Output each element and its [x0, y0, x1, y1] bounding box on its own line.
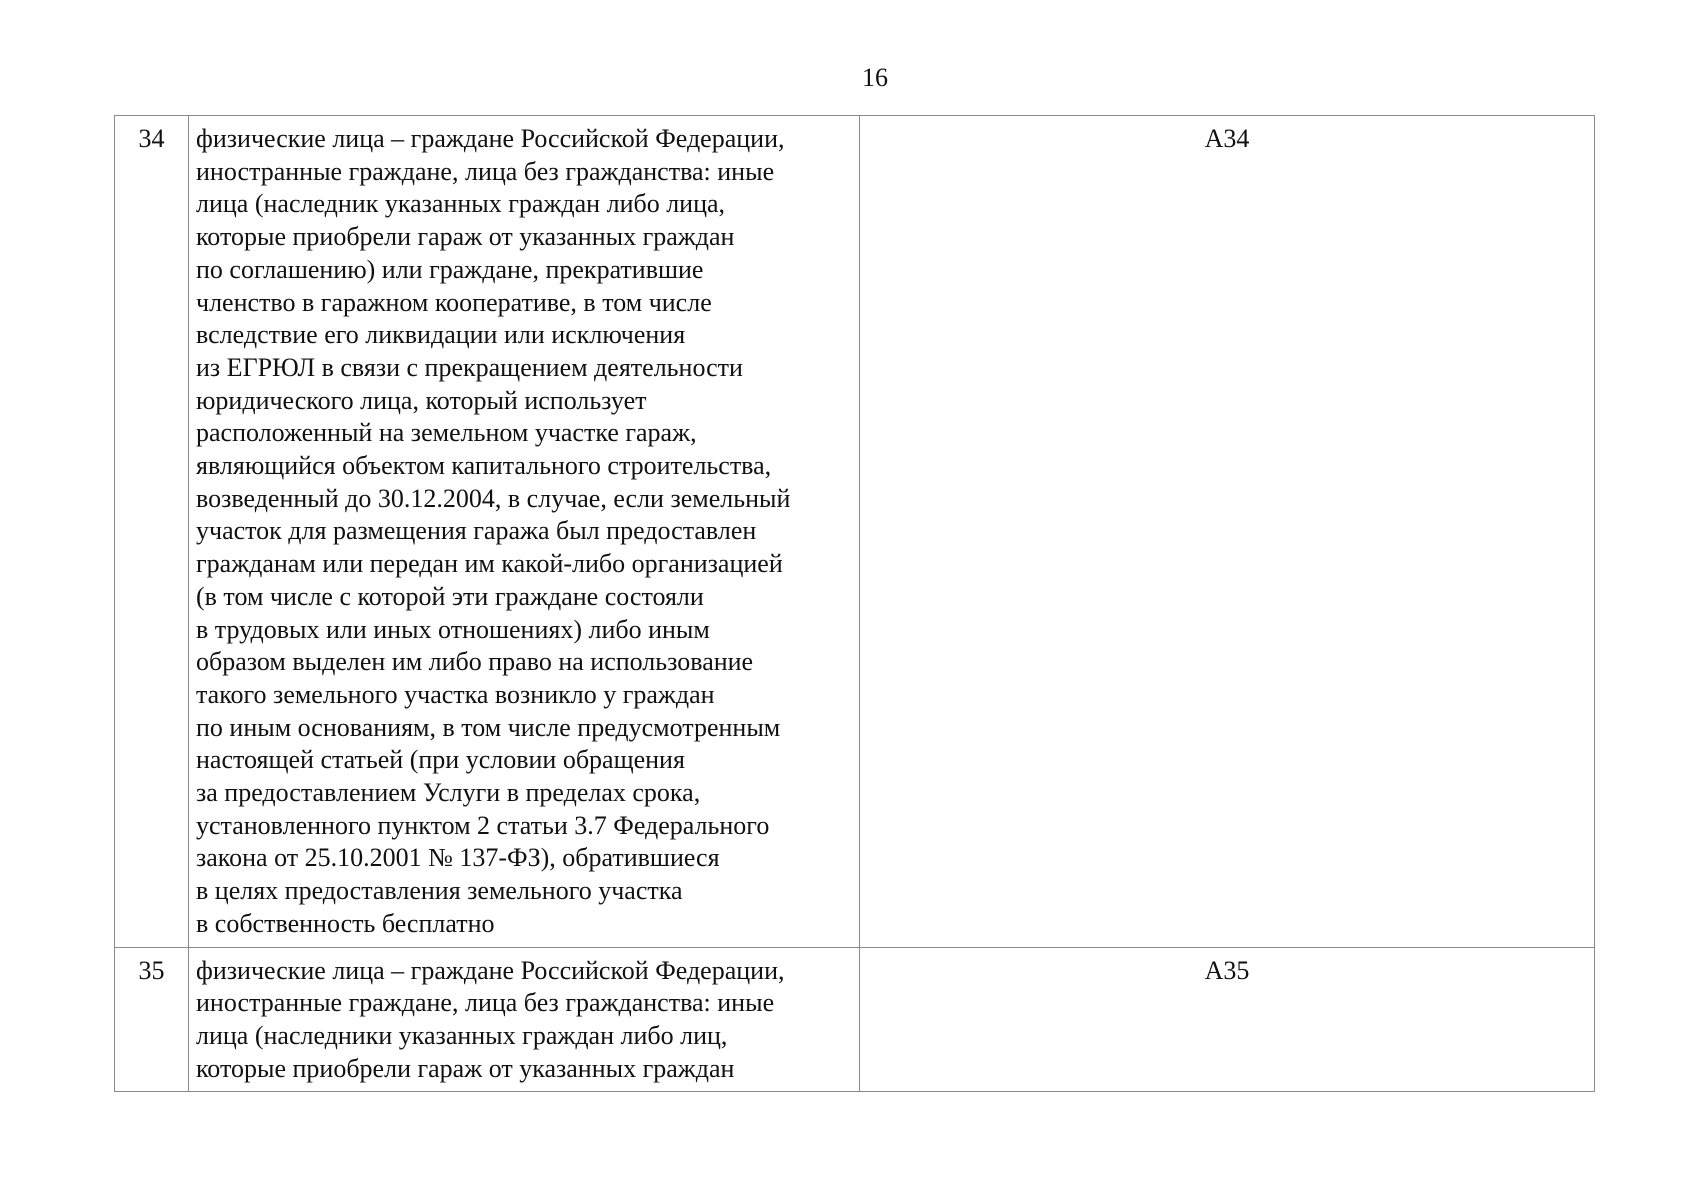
- description-line: членство в гаражном кооперативе, в том числе: [196, 287, 712, 317]
- description-line: закона от 25.10.2001 № 137-ФЗ), обратившиеся: [196, 843, 720, 873]
- applicant-category-table: [114, 115, 1595, 1092]
- description-line: образом выделен им либо право на использование: [196, 647, 754, 677]
- description-line: возведенный до 30.12.2004, в случае, если земельный: [196, 483, 791, 513]
- row-number-cell: 34: [115, 116, 189, 948]
- description-line: по иным основаниям, в том числе предусмотренным: [196, 712, 781, 742]
- description-line: иностранные граждане, лица без гражданства: иные: [196, 988, 775, 1018]
- description-line: участок для размещения гаража был предоставлен: [196, 516, 757, 546]
- description-line: из ЕГРЮЛ в связи с прекращением деятельности: [196, 352, 743, 382]
- description-line: установленного пунктом 2 статьи 3.7 Федерального: [196, 810, 770, 840]
- description-line: в собственность бесплатно: [196, 908, 495, 938]
- description-line: физические лица – граждане Российской Федерации,: [196, 124, 785, 153]
- description-line: по соглашению) или граждане, прекратившие: [196, 254, 704, 284]
- description-line: гражданам или передан им какой-либо организацией: [196, 549, 783, 579]
- description-line: вследствие его ликвидации или исключения: [196, 320, 686, 350]
- description-line: юридического лица, который использует: [196, 385, 647, 415]
- description-line: которые приобрели гараж от указанных граждан: [196, 222, 735, 252]
- description-line: такого земельного участка возникло у граждан: [196, 679, 715, 709]
- page-number: 16: [862, 63, 888, 92]
- applicant-code-cell: А34: [860, 116, 1595, 948]
- description-line: за предоставлением Услуги в пределах срока,: [196, 778, 701, 808]
- table-row: [115, 116, 1595, 948]
- applicant-description-cell: [189, 116, 860, 948]
- description-line: физические лица – граждане Российской Федерации,: [196, 955, 785, 985]
- description-line: настоящей статьей (при условии обращения: [196, 745, 685, 775]
- row-number-cell: 35: [115, 947, 189, 1092]
- description-line: лица (наследники указанных граждан либо лиц,: [196, 1020, 728, 1050]
- description-line: в трудовых или иных отношениях) либо иным: [196, 614, 710, 644]
- description-line: иностранные граждане, лица без гражданства: иные: [196, 156, 775, 186]
- table-row: [115, 947, 1595, 1092]
- description-line: являющийся объектом капитального строительства,: [196, 451, 772, 481]
- description-line: расположенный на земельном участке гараж,: [196, 418, 697, 448]
- description-line: лица (наследник указанных граждан либо лица,: [196, 189, 726, 219]
- description-line: в целях предоставления земельного участка: [196, 876, 683, 906]
- description-line: которые приобрели гараж от указанных граждан: [196, 1053, 735, 1083]
- applicant-description-cell: [189, 947, 860, 1092]
- applicant-code-cell: А35: [860, 947, 1595, 1092]
- description-line: (в том числе с которой эти граждане состояли: [196, 581, 704, 611]
